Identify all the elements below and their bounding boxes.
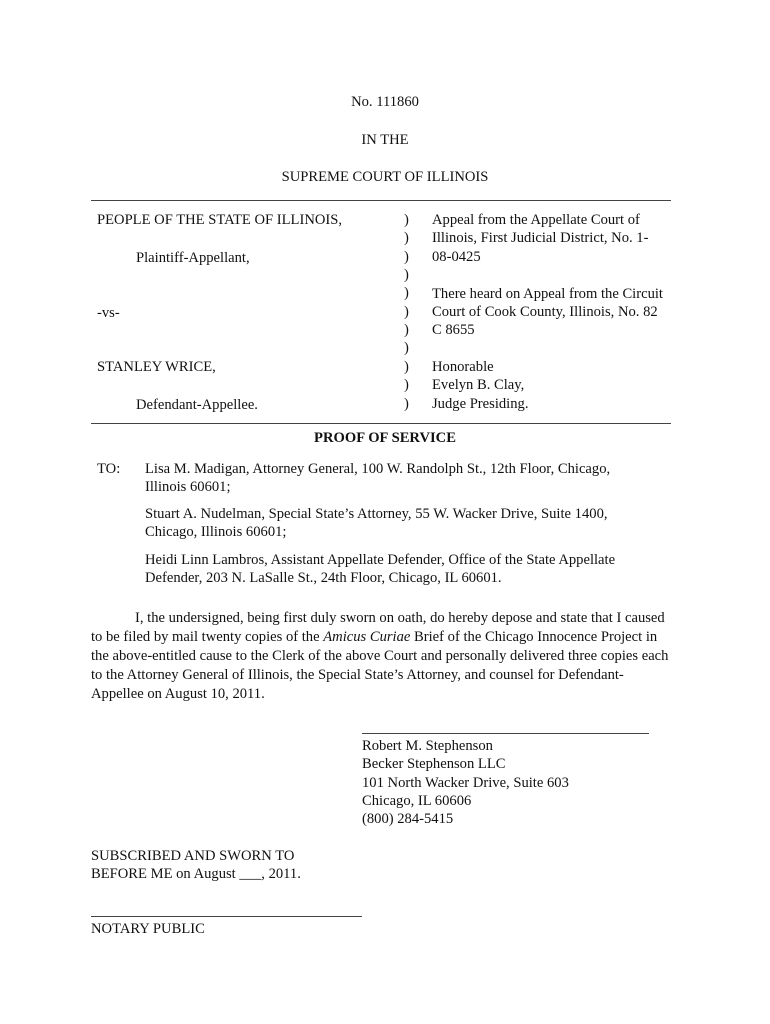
signer-name: Robert M. Stephenson (362, 738, 493, 754)
to-label: TO: (97, 461, 121, 477)
judge-line: Evelyn B. Clay, (432, 377, 525, 393)
caption-paren: ) (404, 249, 409, 265)
caption-paren: ) (404, 340, 409, 356)
signature-line (362, 733, 649, 734)
caption-paren: ) (404, 285, 409, 301)
caption-paren: ) (404, 230, 409, 246)
signer-address-2: Chicago, IL 60606 (362, 793, 472, 809)
caption-paren: ) (404, 359, 409, 375)
notary-statement-line-2: BEFORE ME on August ___, 2011. (91, 866, 301, 882)
proof-of-service-title: PROOF OF SERVICE (314, 430, 456, 446)
versus-label: -vs- (97, 305, 120, 321)
affidavit-paragraph (91, 609, 676, 704)
caption-paren: ) (404, 304, 409, 320)
appeal-line: Appeal from the Appellate Court of (432, 212, 640, 228)
caption-top-rule (91, 200, 671, 201)
appeal-line: Illinois, First Judicial District, No. 1- (432, 230, 649, 246)
caption-paren: ) (404, 322, 409, 338)
notary-signature-line (91, 916, 362, 917)
recipient-line: Chicago, Illinois 60601; (145, 524, 287, 540)
recipient-line: Stuart A. Nudelman, Special State’s Attorney, 55 W. Wacker Drive, Suite 1400, (145, 506, 608, 522)
caption-paren: ) (404, 212, 409, 228)
caption-paren: ) (404, 396, 409, 412)
judge-line: Judge Presiding. (432, 396, 529, 412)
notary-statement-line-1: SUBSCRIBED AND SWORN TO (91, 848, 295, 864)
recipient-line: Illinois 60601; (145, 479, 231, 495)
signer-phone: (800) 284-5415 (362, 811, 454, 827)
heard-line: There heard on Appeal from the Circuit (432, 286, 663, 302)
heard-line: Court of Cook County, Illinois, No. 82 (432, 304, 658, 320)
judge-line: Honorable (432, 359, 494, 375)
caption-bottom-rule (91, 423, 671, 424)
caption-paren: ) (404, 377, 409, 393)
affidavit-text-start: I, the undersigned, being first duly sworn on oath, do hereby depose and state that I caused to be filed by mail twenty copies of the (91, 610, 665, 645)
appeal-line: 08-0425 (432, 249, 481, 265)
caption-paren: ) (404, 267, 409, 283)
signer-firm: Becker Stephenson LLC (362, 756, 506, 772)
court-prefix: IN THE (361, 132, 409, 148)
plaintiff-role: Plaintiff-Appellant, (136, 250, 250, 266)
signer-address-1: 101 North Wacker Drive, Suite 603 (362, 775, 569, 791)
recipient-line: Lisa M. Madigan, Attorney General, 100 W. Randolph St., 12th Floor, Chicago, (145, 461, 611, 477)
recipient-line: Heidi Linn Lambros, Assistant Appellate Defender, Office of the State Appellate (145, 552, 616, 568)
defendant-role: Defendant-Appellee. (136, 397, 258, 413)
recipient-line: Defender, 203 N. LaSalle St., 24th Floor, Chicago, IL 60601. (145, 570, 502, 586)
defendant-name: STANLEY WRICE, (97, 359, 216, 375)
amicus-curiae-text: Amicus Curiae (323, 629, 411, 645)
case-number: No. 111860 (351, 94, 419, 110)
heard-line: C 8655 (432, 322, 475, 338)
notary-public-label: NOTARY PUBLIC (91, 921, 205, 937)
affidavit-text-end: Brief of the Chicago Innocence Project in the above-entitled cause to the Clerk of the above Court and personally delivered three copies each to the Attorney General of Illinois, the Special State’s Attorney, and counsel for Defendant-Appellee on August 10, 2011. (91, 629, 669, 702)
court-name: SUPREME COURT OF ILLINOIS (281, 169, 489, 185)
plaintiff-name: PEOPLE OF THE STATE OF ILLINOIS, (97, 212, 343, 228)
